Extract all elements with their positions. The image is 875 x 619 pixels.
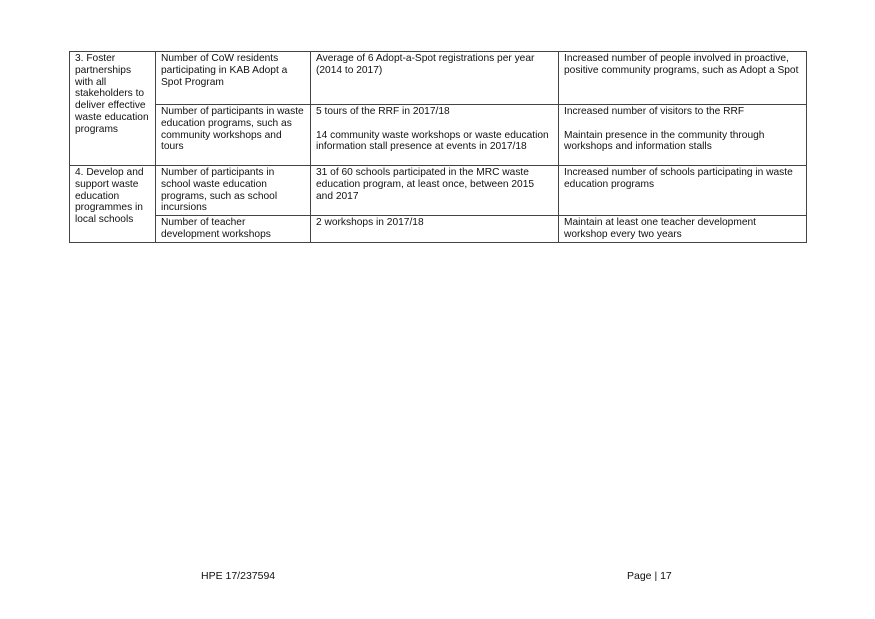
target-cell — [559, 216, 807, 243]
objective-cell — [70, 166, 156, 243]
indicator-text: Number of participants in waste education programs, such as community workshops and tours — [161, 106, 304, 153]
indicator-cell — [156, 166, 311, 216]
baseline-cell — [311, 166, 559, 216]
target-text: Maintain at least one teacher development workshop every two years — [564, 217, 756, 240]
baseline-text: Average of 6 Adopt-a-Spot registrations per year (2014 to 2017) — [316, 53, 535, 76]
indicator-text: Number of teacher development workshops — [161, 217, 271, 240]
indicator-text: Number of CoW residents participating in KAB Adopt a Spot Program — [161, 53, 288, 88]
page-number: Page | 17 — [627, 570, 672, 582]
indicator-cell — [156, 216, 311, 243]
baseline-cell — [311, 105, 559, 166]
target-text: Increased number of people involved in proactive, positive community programs, such as Adopt a Spot — [564, 53, 799, 76]
table-row — [70, 105, 807, 166]
baseline-text: 5 tours of the RRF in 2017/18 14 community waste workshops or waste education information stall presence at events in 2017/18 — [316, 106, 549, 153]
table-row — [70, 216, 807, 243]
target-text: Increased number of visitors to the RRF Maintain presence in the community through workshops and information stalls — [564, 106, 765, 153]
indicator-cell — [156, 52, 311, 105]
strategy-table — [69, 51, 807, 243]
target-cell — [559, 105, 807, 166]
baseline-text: 2 workshops in 2017/18 — [316, 217, 424, 229]
indicator-text: Number of participants in school waste education programs, such as school incursions — [161, 167, 278, 214]
objective-text: 4. Develop and support waste education programmes in local schools — [75, 167, 144, 226]
baseline-cell — [311, 52, 559, 105]
indicator-cell — [156, 105, 311, 166]
table-row — [70, 52, 807, 105]
baseline-cell — [311, 216, 559, 243]
target-text: Increased number of schools participating in waste education programs — [564, 167, 793, 190]
objective-cell — [70, 52, 156, 166]
baseline-text: 31 of 60 schools participated in the MRC waste education program, at least once, between 2015 and 2017 — [316, 167, 535, 202]
document-reference: HPE 17/237594 — [201, 570, 276, 582]
target-cell — [559, 166, 807, 216]
table-row — [70, 166, 807, 216]
target-cell — [559, 52, 807, 105]
objective-text: 3. Foster partnerships with all stakeholders to deliver effective waste education programs — [75, 53, 149, 135]
